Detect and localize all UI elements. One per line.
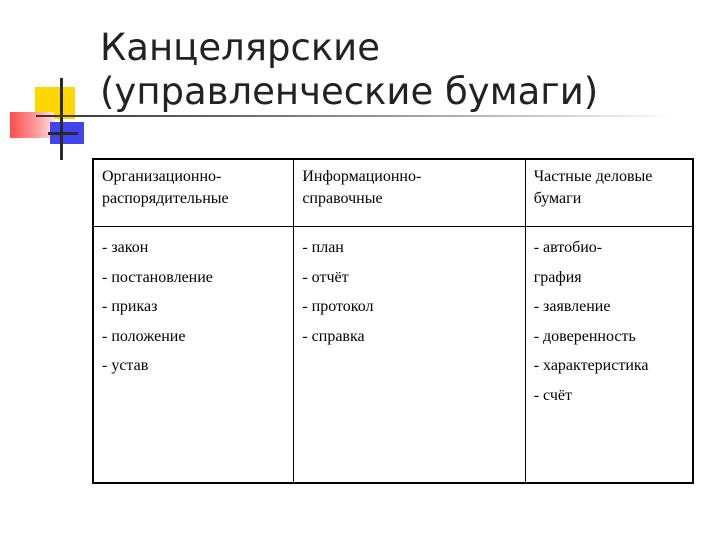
list-item: - отчёт xyxy=(302,268,349,286)
column-informational xyxy=(294,227,525,484)
document-types-table xyxy=(92,158,694,484)
short-line-decoration xyxy=(48,132,78,135)
list-item: - справка xyxy=(302,327,365,345)
list-item: - доверенность xyxy=(533,327,636,345)
table-header-row xyxy=(93,159,693,227)
column-organizational xyxy=(93,227,294,484)
list-item: - закон xyxy=(102,239,149,256)
list-item: - заявление xyxy=(533,298,611,315)
header-text: Организационно- xyxy=(102,168,222,185)
header-text: справочные xyxy=(302,190,383,207)
header-text: бумаги xyxy=(533,190,582,207)
list-item: графия xyxy=(533,268,582,286)
title-underline xyxy=(36,115,676,117)
list-item: - счёт xyxy=(533,386,572,404)
title-line-1: Канцелярские xyxy=(100,26,380,69)
header-cell-organizational xyxy=(93,159,294,227)
list-item: - постановление xyxy=(102,268,213,286)
vertical-line-decoration xyxy=(60,78,63,160)
column-private xyxy=(525,227,693,484)
list-item: - автобио- xyxy=(533,239,603,256)
header-cell-informational xyxy=(294,159,525,227)
page-title xyxy=(100,26,700,114)
table-body-row xyxy=(93,227,693,484)
list-item: - приказ xyxy=(102,298,158,315)
list-item: - характеристика xyxy=(533,357,649,374)
header-text: Информационно- xyxy=(302,168,422,185)
list-item: - протокол xyxy=(302,298,374,315)
header-cell-private xyxy=(525,159,693,227)
list-item: - устав xyxy=(102,357,149,374)
title-line-2: (управленческие бумаги) xyxy=(100,70,599,113)
decorative-logo xyxy=(0,0,110,170)
header-text: Частные деловые xyxy=(533,168,653,185)
list-item: - положение xyxy=(102,327,186,345)
header-text: распорядительные xyxy=(102,190,229,207)
list-item: - план xyxy=(302,239,344,256)
